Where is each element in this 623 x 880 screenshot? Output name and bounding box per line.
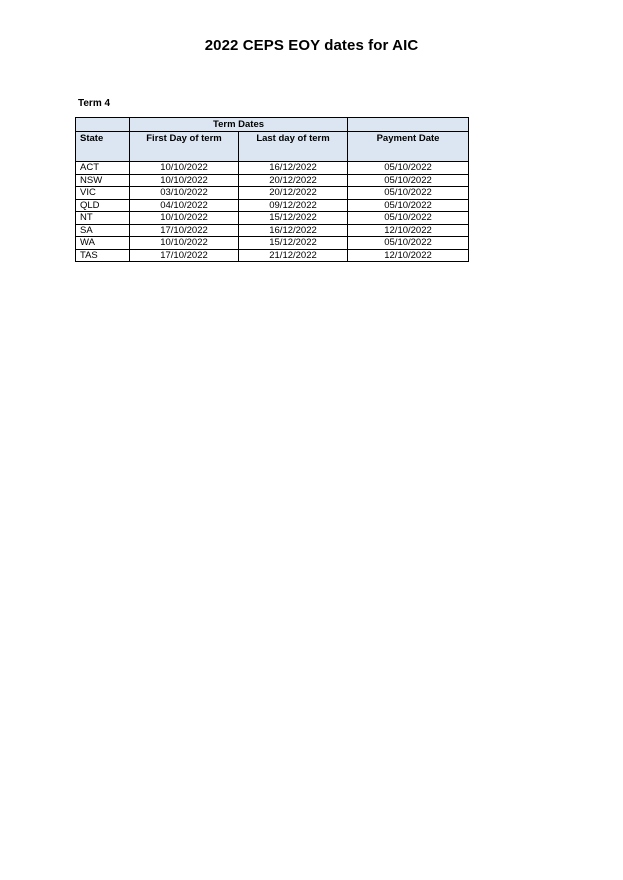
- first-day-cell: 10/10/2022: [130, 237, 239, 250]
- column-header-last-day: Last day of term: [239, 132, 348, 149]
- last-day-cell: 15/12/2022: [239, 237, 348, 250]
- table-header-spacer-row: [76, 148, 469, 162]
- last-day-cell: 15/12/2022: [239, 212, 348, 225]
- first-day-cell: 03/10/2022: [130, 187, 239, 200]
- table-row: [76, 224, 469, 237]
- state-cell: TAS: [76, 249, 130, 262]
- first-day-cell: 10/10/2022: [130, 162, 239, 175]
- state-cell: NSW: [76, 174, 130, 187]
- page-title: 2022 CEPS EOY dates for AIC: [204, 37, 419, 54]
- first-day-cell: 10/10/2022: [130, 174, 239, 187]
- table-row: [76, 237, 469, 250]
- last-day-cell: 21/12/2022: [239, 249, 348, 262]
- table-header-row: [76, 132, 469, 149]
- header-spacer-cell: [239, 148, 348, 162]
- group-header-empty-payment: [348, 118, 469, 132]
- column-header-state: State: [76, 132, 130, 149]
- table-row: [76, 162, 469, 175]
- table-row: [76, 199, 469, 212]
- last-day-cell: 20/12/2022: [239, 187, 348, 200]
- table-group-header-row: [76, 118, 469, 132]
- table-row: [76, 249, 469, 262]
- state-cell: NT: [76, 212, 130, 225]
- header-spacer-cell: [76, 148, 130, 162]
- first-day-cell: 17/10/2022: [130, 249, 239, 262]
- payment-date-cell: 05/10/2022: [348, 174, 469, 187]
- state-cell: ACT: [76, 162, 130, 175]
- state-cell: VIC: [76, 187, 130, 200]
- term-dates-table: [75, 117, 469, 262]
- last-day-cell: 09/12/2022: [239, 199, 348, 212]
- first-day-cell: 04/10/2022: [130, 199, 239, 212]
- state-cell: QLD: [76, 199, 130, 212]
- payment-date-cell: 05/10/2022: [348, 199, 469, 212]
- header-spacer-cell: [348, 148, 469, 162]
- column-header-first-day: First Day of term: [130, 132, 239, 149]
- group-header-empty-state: [76, 118, 130, 132]
- first-day-cell: 17/10/2022: [130, 224, 239, 237]
- term-label: Term 4: [78, 98, 111, 109]
- table-row: [76, 187, 469, 200]
- first-day-cell: 10/10/2022: [130, 212, 239, 225]
- header-spacer-cell: [130, 148, 239, 162]
- table-row: [76, 174, 469, 187]
- table-row: [76, 212, 469, 225]
- payment-date-cell: 05/10/2022: [348, 212, 469, 225]
- last-day-cell: 16/12/2022: [239, 224, 348, 237]
- last-day-cell: 20/12/2022: [239, 174, 348, 187]
- state-cell: WA: [76, 237, 130, 250]
- column-header-payment-date: Payment Date: [348, 132, 469, 149]
- payment-date-cell: 12/10/2022: [348, 249, 469, 262]
- payment-date-cell: 05/10/2022: [348, 187, 469, 200]
- payment-date-cell: 05/10/2022: [348, 162, 469, 175]
- payment-date-cell: 12/10/2022: [348, 224, 469, 237]
- last-day-cell: 16/12/2022: [239, 162, 348, 175]
- state-cell: SA: [76, 224, 130, 237]
- payment-date-cell: 05/10/2022: [348, 237, 469, 250]
- group-header-term-dates: Term Dates: [130, 118, 348, 132]
